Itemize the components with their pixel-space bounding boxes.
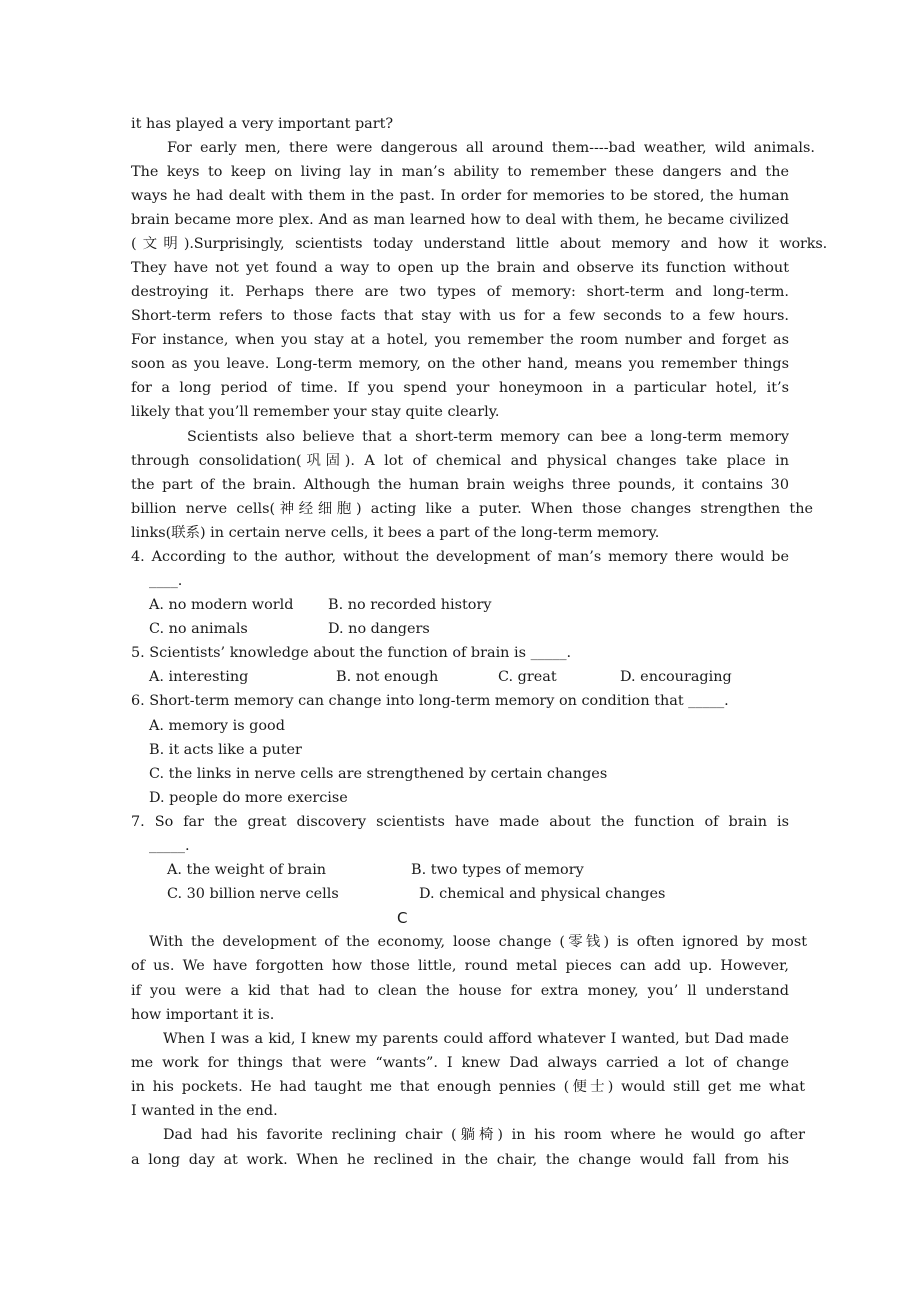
option-d[interactable]: D. no dangers [328,621,430,637]
paragraph-line: if you were a kid that had to clean the house for extra money, you’ ll understand [131,983,789,999]
paragraph-line: the part of the brain. Although the human brain weighs three pounds, it contains 30 [131,477,789,493]
question-stem: 4. According to the author, without the development of man’s memory there would be [131,549,789,565]
paragraph-line: links(联系) in certain nerve cells, it bees a part of the long-term memory. [131,525,660,541]
paragraph-line: a long day at work. When he reclined in the chair, the change would fall from his [131,1152,789,1168]
paragraph-line: for a long period of time. If you spend your honeymoon in a particular hotel, it’s [131,380,789,396]
option-a[interactable]: A. no modern world [149,597,294,613]
question-stem: 7. So far the great discovery scientists have made about the function of brain is [131,814,789,830]
option-d[interactable]: D. encouraging [620,669,732,685]
option-b[interactable]: B. not enough [336,669,439,685]
answer-blank: ____. [149,573,183,589]
option-d[interactable]: D. people do more exercise [149,790,348,806]
option-c[interactable]: C. no animals [149,621,248,637]
paragraph-line: likely that you’ll remember your stay quite clearly. [131,404,500,420]
paragraph-line: how important it is. [131,1007,275,1023]
paragraph-line: Dad had his favorite reclining chair (躺椅) in his room where he would go after [163,1127,805,1143]
paragraph-line: Scientists also believe that a short-term memory can bee a long-term memory [187,429,789,445]
option-a[interactable]: A. interesting [149,669,249,685]
option-b[interactable]: B. two types of memory [411,862,584,878]
paragraph-line: (文明).Surprisingly, scientists today understand little about memory and how it works. [131,236,827,252]
paragraph-line: The keys to keep on living lay in man’s ability to remember these dangers and the [131,164,789,180]
option-a[interactable]: A. the weight of brain [167,862,327,878]
paragraph-line: They have not yet found a way to open up the brain and observe its function without [131,260,789,276]
paragraph-line: in his pockets. He had taught me that enough pennies (便士) would still get me what [131,1079,805,1095]
section-heading: C [397,909,408,927]
question-stem: 6. Short-term memory can change into long-term memory on condition that _____. [131,693,729,709]
paragraph-line: through consolidation(巩固). A lot of chemical and physical changes take place in [131,453,789,469]
option-b[interactable]: B. it acts like a puter [149,742,302,758]
option-c[interactable]: C. great [498,669,557,685]
paragraph-line: destroying it. Perhaps there are two types of memory: short-term and long-term. [131,284,789,300]
option-c[interactable]: C. 30 billion nerve cells [167,886,339,902]
paragraph-line: I wanted in the end. [131,1103,278,1119]
question-stem: 5. Scientists’ knowledge about the function of brain is _____. [131,645,572,661]
paragraph-line: me work for things that were “wants”. I knew Dad always carried a lot of change [131,1055,789,1071]
option-a[interactable]: A. memory is good [149,718,285,734]
answer-blank: _____. [149,838,190,854]
paragraph-line: it has played a very important part? [131,116,394,132]
paragraph-line: For early men, there were dangerous all around them----bad weather, wild animals. [167,140,815,156]
option-c[interactable]: C. the links in nerve cells are strengthened by certain changes [149,766,608,782]
paragraph-line: billion nerve cells(神经细胞) acting like a puter. When those changes strengthen the [131,501,813,517]
paragraph-line: soon as you leave. Long-term memory, on the other hand, means you remember things [131,356,789,372]
paragraph-line: brain became more plex. And as man learned how to deal with them, he became civilized [131,212,789,228]
option-d[interactable]: D. chemical and physical changes [419,886,666,902]
paragraph-line: For instance, when you stay at a hotel, you remember the room number and forget as [131,332,789,348]
paragraph-line: When I was a kid, I knew my parents could afford whatever I wanted, but Dad made [163,1031,789,1047]
paragraph-line: Short-term refers to those facts that stay with us for a few seconds to a few hours. [131,308,789,324]
paragraph-line: of us. We have forgotten how those little, round metal pieces can add up. However, [131,958,789,974]
paragraph-line: ways he had dealt with them in the past. In order for memories to be stored, the human [131,188,789,204]
paragraph-line: With the development of the economy, loose change (零钱) is often ignored by most [149,934,807,950]
option-b[interactable]: B. no recorded history [328,597,492,613]
